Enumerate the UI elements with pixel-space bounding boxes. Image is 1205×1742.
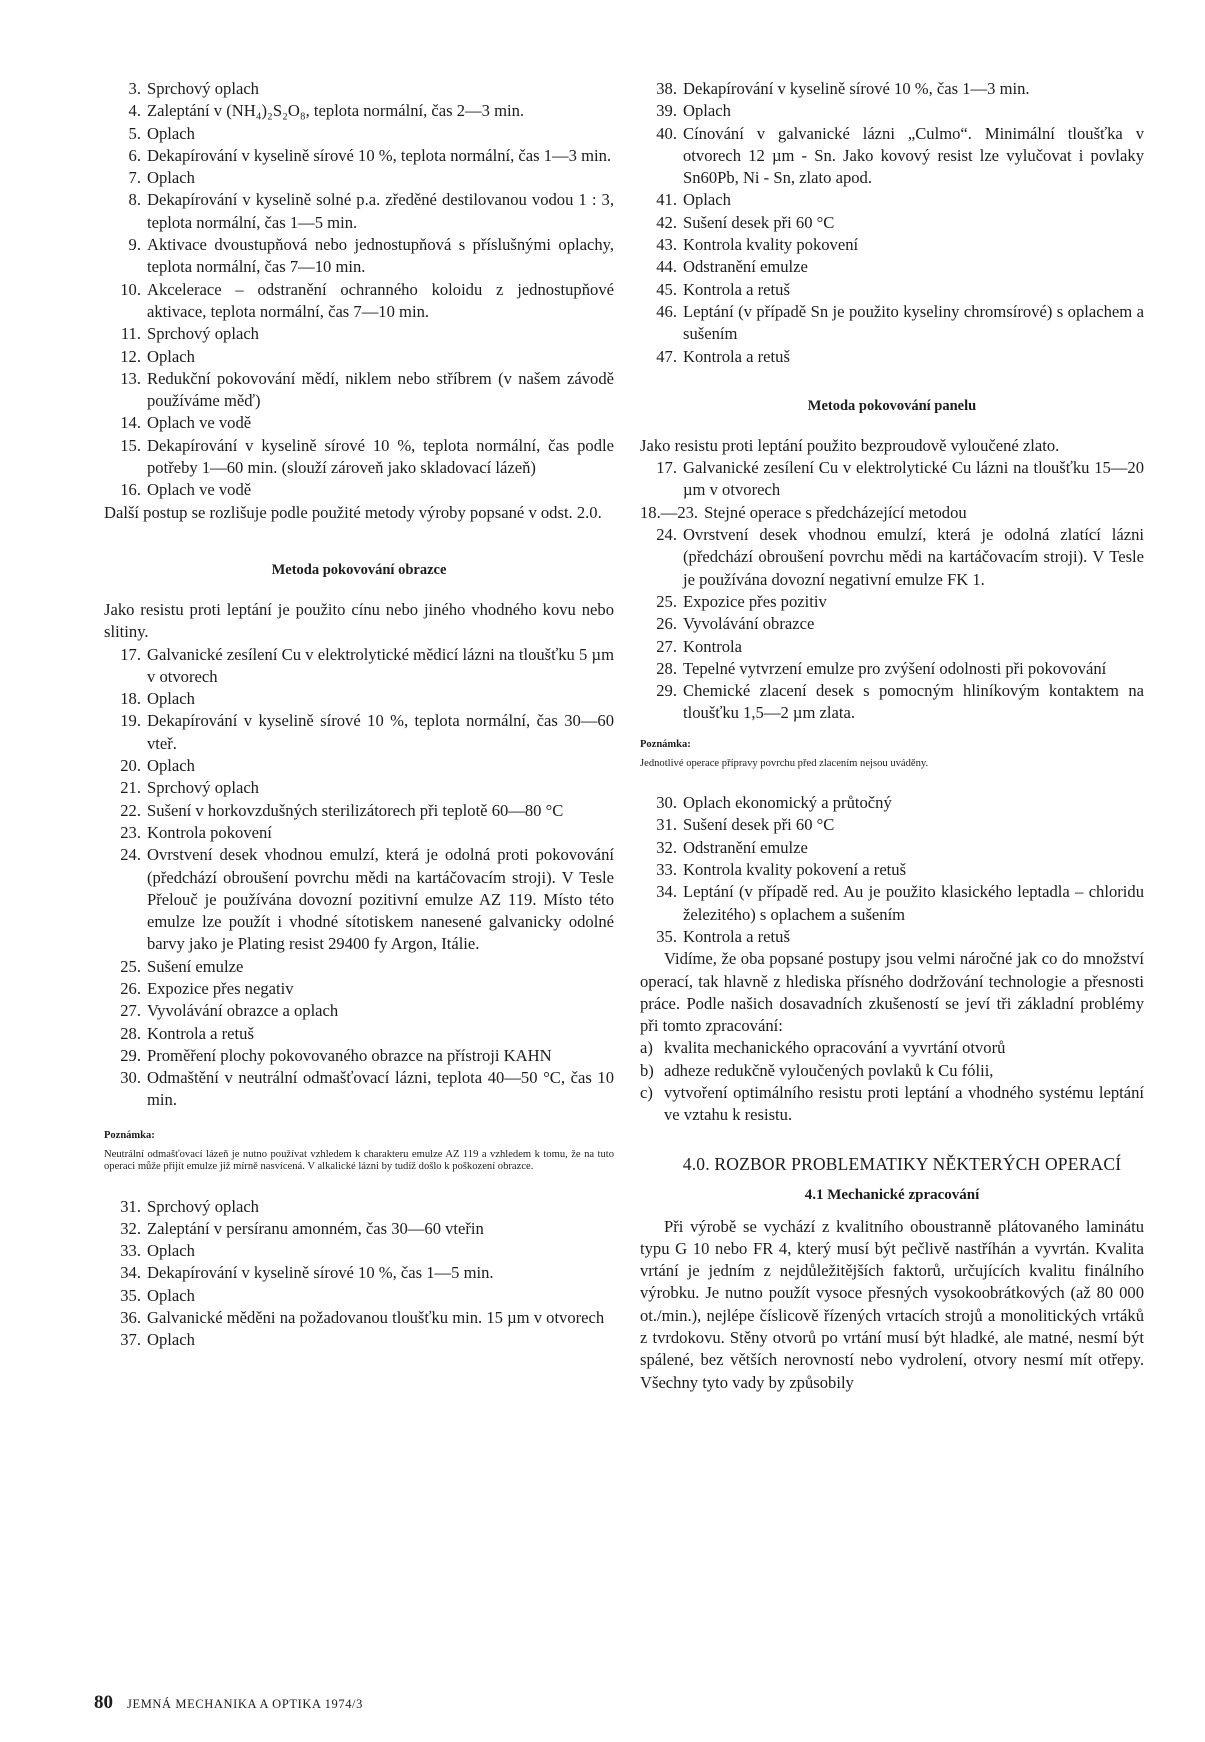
right-list-2: [640, 457, 1144, 725]
list-item-number: 12.: [120, 346, 141, 366]
list-item-text: Sušení v horkovzdušných sterilizátorech při teplotě 60—80 °C: [147, 800, 564, 820]
list-item-number: 26.: [656, 614, 677, 634]
list-item-number: 18.: [120, 689, 141, 709]
list-item: [640, 859, 1144, 881]
paragraph: Další postup se rozlišuje podle použité metody výroby popsané v odst. 2.0.: [104, 502, 602, 522]
left-list-3: [104, 1196, 614, 1352]
list-item: [104, 1240, 614, 1262]
list-item-text: Dekapírování v kyselině solné p.a. zředěné destilovanou vodou 1 : 3, teplota normální, čas 1—5 min.: [147, 190, 614, 232]
list-item-number: 19.: [120, 711, 141, 731]
list-item-text: Leptání (v případě Sn je použito kyseliny chromsírové) s oplachem a sušením: [683, 301, 1144, 344]
list-item-text: Chemické zlacení desek s pomocným hliníkovým kontaktem na tloušťku 1,5—2 µm zlata.: [683, 681, 1144, 723]
list-item-text: Expozice přes pozitiv: [683, 591, 827, 611]
list-item-text: Sprchový oplach: [147, 79, 259, 98]
list-item-number: 42.: [656, 212, 677, 232]
list-item: [640, 78, 1144, 100]
list-item-text: Akcelerace – odstranění ochranného koloidu z jednostupňové aktivace, teplota normální, čas 7—10 min.: [147, 279, 614, 321]
list-item-text: Vyvolávání obrazce a oplach: [147, 1001, 339, 1021]
list-item: [104, 346, 614, 368]
list-item-number: 23.: [120, 822, 141, 842]
list-item-text: Sprchový oplach: [147, 778, 259, 798]
list-item-number: 3.: [128, 79, 141, 98]
list-item: [640, 792, 1144, 814]
chapter-heading: 4.0. ROZBOR PROBLEMATIKY NĚKTERÝCH OPERACÍ: [682, 1153, 1122, 1174]
list-item-text: Redukční pokovování mědí, niklem nebo stříbrem (v našem závodě používáme měď): [147, 368, 614, 411]
list-item-text: Oplach ekonomický a průtočný: [683, 793, 892, 813]
list-item-number: 36.: [120, 1308, 141, 1328]
lettered-item-label: b): [640, 1060, 654, 1080]
list-item-number: 39.: [656, 101, 677, 121]
list-item-number: 33.: [656, 860, 677, 880]
list-item-number: 30.: [656, 793, 677, 813]
list-item: [104, 1329, 614, 1351]
list-item-number: 22.: [120, 800, 141, 820]
section-heading: Metoda pokovování obrazce: [271, 561, 447, 578]
list-item-text: Odmaštění v neutrální odmašťovací lázni, teplota 40—50 °C, čas 10 min.: [147, 1068, 614, 1110]
paragraph: Vidíme, že oba popsané postupy jsou velmi náročné jak co do množství operací, tak hlavně z hlediska přísného dodržování technologie a přesnosti práce. Podle našich dosavadních zkušeností se jeví tři základní problémy při tomto zpracování:: [640, 949, 1144, 1036]
list-item-text: Oplach: [147, 689, 195, 709]
list-item-text: Dekapírování v kyselině sírové 10 %, teplota normální, čas podle potřeby 1—60 min. (slouží zároveň jako skladovací lázeň): [147, 435, 614, 478]
list-item: [104, 1285, 614, 1307]
list-item-number: 18.—23.: [640, 502, 699, 522]
list-item-text: Odstranění emulze: [683, 257, 808, 277]
list-item-number: 15.: [120, 435, 141, 455]
list-item-number: 44.: [656, 257, 677, 277]
list-item: [640, 234, 1144, 256]
list-item-number: 14.: [120, 413, 141, 433]
note-heading: Poznámka:: [104, 1129, 155, 1141]
list-item: [640, 814, 1144, 836]
list-item: [640, 346, 1144, 368]
list-item-number: 37.: [120, 1330, 141, 1350]
list-item-text: Sprchový oplach: [147, 1196, 259, 1216]
list-item-number: 31.: [656, 815, 677, 835]
list-item-text: Stejné operace s předcházející metodou: [704, 502, 967, 522]
list-item-text: Kontrola kvality pokovení: [683, 235, 859, 255]
abc-list: [640, 1037, 1144, 1126]
list-item-number: 26.: [120, 978, 141, 998]
list-item-number: 30.: [120, 1068, 141, 1088]
list-item: [640, 680, 1144, 725]
list-item: [104, 822, 614, 844]
left-column: [104, 78, 614, 1352]
list-item: [640, 613, 1144, 635]
list-item-number: 20.: [120, 756, 141, 776]
note-heading: Poznámka:: [640, 738, 691, 750]
list-item-text: Dekapírování v kyselině sírové 10 %, teplota normální, čas 30—60 vteř.: [147, 711, 614, 753]
list-item: [640, 524, 1144, 591]
list-item: [104, 1067, 614, 1112]
list-item-number: 27.: [120, 1001, 141, 1021]
left-list-1: [104, 78, 614, 502]
subsection-heading: 4.1 Mechanické zpracování: [804, 1186, 980, 1203]
section-heading: Metoda pokovování panelu: [807, 397, 977, 414]
list-item-text: Kontrola kvality pokovení a retuš: [683, 860, 907, 880]
lettered-item-label: c): [640, 1082, 653, 1102]
list-item-text: Sušení emulze: [147, 956, 244, 976]
list-item-text: Ovrstvení desek vhodnou emulzí, která je odolná proti pokovování (předchází obroušení povrchu mědi na kartáčovacím stroji). V Tesle Přelouč je používána dovozní pozitivní emulze AZ 119. Místo této emulze lze použít i vhodné sítotiskem nanesené galvanicky odolné barvy jako je Plating resist 29400 fy Argon, Itálie.: [147, 845, 614, 954]
list-item: [104, 1045, 614, 1067]
lettered-item: [640, 1060, 1144, 1082]
list-item-text: Oplach: [147, 1241, 195, 1261]
list-item-number: 27.: [656, 636, 677, 656]
list-item-number: 17.: [120, 644, 141, 664]
list-item-text: Oplach ve vodě: [147, 413, 252, 433]
list-item: [104, 412, 614, 434]
list-item-number: 24.: [656, 525, 677, 545]
list-item-number: 8.: [128, 190, 141, 210]
list-item: [104, 710, 614, 755]
lettered-item-text: adheze redukčně vyloučených povlaků k Cu fólii,: [664, 1060, 994, 1080]
page-number: 80: [94, 1692, 113, 1713]
list-item-number: 40.: [656, 123, 677, 143]
list-item: [104, 978, 614, 1000]
list-item-text: Oplach: [147, 123, 195, 143]
list-item-text: Vyvolávání obrazce: [683, 614, 815, 634]
list-item: [640, 100, 1144, 122]
list-item: [104, 323, 614, 345]
list-item-number: 4.: [128, 101, 141, 121]
list-item-text: Kontrola a retuš: [683, 346, 790, 366]
journal-title: JEMNÁ MECHANIKA A OPTIKA 1974/3: [127, 1697, 363, 1711]
list-item-number: 35.: [656, 926, 677, 946]
list-item: [640, 591, 1144, 613]
list-item-number: 13.: [120, 368, 141, 388]
list-item-number: 29.: [656, 681, 677, 701]
note-text: Jednotlivé operace přípravy povrchu před zlacením nejsou uváděny.: [640, 757, 929, 769]
list-item: [640, 212, 1144, 234]
list-item: [104, 777, 614, 799]
list-item-number: 33.: [120, 1241, 141, 1261]
list-item-text: Ovrstvení desek vhodnou emulzí, která je odolná zlatící lázni (předchází obroušení povrchu mědi na kartáčovacím stroji). V Tesle je používána dovozní negativní emulze FK 1.: [683, 525, 1144, 589]
list-item-number: 41.: [656, 190, 677, 210]
list-item: [640, 636, 1144, 658]
list-item: [104, 755, 614, 777]
list-item: [104, 167, 614, 189]
right-column: [640, 78, 1144, 1394]
lettered-item-text: vytvoření optimálního resistu proti leptání a vhodného systému leptání ve vztahu k resistu.: [664, 1082, 1144, 1125]
lettered-item-label: a): [640, 1038, 653, 1058]
list-item-number: 35.: [120, 1285, 141, 1305]
list-item: [640, 457, 1144, 502]
list-item-number: 5.: [128, 123, 141, 143]
list-item-number: 24.: [120, 845, 141, 865]
list-item-number: 43.: [656, 235, 677, 255]
list-item-number: 32.: [656, 837, 677, 857]
list-item: [640, 279, 1144, 301]
list-item-text: Oplach: [147, 1330, 195, 1350]
list-item: [640, 502, 1144, 524]
paragraph: Jako resistu proti leptání použito bezproudově vyloučené zlato.: [640, 435, 1060, 455]
list-item-number: 25.: [656, 591, 677, 611]
list-item: [104, 688, 614, 710]
list-item: [104, 1000, 614, 1022]
list-item-text: Galvanické měděni na požadovanou tloušťku min. 15 µm v otvorech: [147, 1308, 605, 1328]
list-item: [104, 479, 614, 501]
list-item: [104, 956, 614, 978]
list-item-text: Galvanické zesílení Cu v elektrolytické mědicí lázni na tloušťku 5 µm v otvorech: [147, 644, 614, 686]
list-item-text: Sušení desek při 60 °C: [683, 212, 835, 232]
list-item-number: 34.: [656, 882, 677, 902]
list-item-number: 47.: [656, 346, 677, 366]
right-list-1: [640, 78, 1144, 368]
list-item-number: 38.: [656, 79, 677, 98]
list-item-text: Kontrola: [683, 636, 742, 656]
list-item: [640, 123, 1144, 190]
list-item-number: 46.: [656, 301, 677, 321]
list-item-number: 11.: [120, 324, 141, 344]
right-list-3: [640, 792, 1144, 948]
list-item-text: Zaleptání v (NH₄)₂S₂O₈, teplota normální, čas 2—3 min.: [147, 101, 525, 121]
list-item-text: Oplach ve vodě: [147, 480, 252, 500]
list-item-text: Kontrola pokovení: [147, 822, 272, 842]
list-item-number: 28.: [656, 658, 677, 678]
list-item-number: 6.: [128, 145, 141, 165]
list-item: [104, 189, 614, 234]
list-item: [640, 658, 1144, 680]
list-item-number: 7.: [128, 168, 141, 188]
note-text: Neutrální odmašťovací lázeň je nutno používat vzhledem k charakteru emulze AZ 119 a vzhledem k tomu, že na tuto operaci může přijít emulze již mírně nasvícená. V alkalické lázni by tudíž došlo k poškození obrazce.: [104, 1148, 614, 1173]
list-item-number: 31.: [120, 1196, 141, 1216]
lettered-item: [640, 1037, 1144, 1059]
list-item: [104, 644, 614, 689]
list-item: [104, 1218, 614, 1240]
list-item: [104, 1023, 614, 1045]
list-item-number: 9.: [128, 235, 141, 255]
list-item: [104, 368, 614, 413]
list-item: [104, 123, 614, 145]
list-item-number: 16.: [120, 480, 141, 500]
list-item-number: 29.: [120, 1045, 141, 1065]
list-item: [104, 800, 614, 822]
list-item-number: 17.: [656, 458, 677, 478]
list-item: [104, 435, 614, 480]
list-item: [640, 881, 1144, 926]
list-item: [104, 1262, 614, 1284]
list-item: [104, 145, 614, 167]
list-item: [104, 78, 614, 100]
list-item-text: Kontrola a retuš: [147, 1023, 254, 1043]
list-item-number: 45.: [656, 279, 677, 299]
list-item-text: Oplach: [683, 101, 731, 121]
list-item-number: 25.: [120, 956, 141, 976]
list-item-text: Kontrola a retuš: [683, 926, 790, 946]
list-item-text: Sušení desek při 60 °C: [683, 815, 835, 835]
list-item-text: Dekapírování v kyselině sírové 10 %, čas 1—5 min.: [147, 1263, 494, 1283]
list-item: [640, 189, 1144, 211]
list-item: [104, 100, 614, 122]
list-item-text: Aktivace dvoustupňová nebo jednostupňová s příslušnými oplachy, teplota normální, čas 7—10 min.: [147, 235, 614, 277]
list-item: [640, 256, 1144, 278]
list-item-text: Galvanické zesílení Cu v elektrolytické Cu lázni na tloušťku 15—20 µm v otvorech: [683, 458, 1144, 500]
list-item-text: Kontrola a retuš: [683, 279, 790, 299]
list-item-number: 21.: [120, 778, 141, 798]
list-item-text: Tepelné vytvrzení emulze pro zvýšení odolnosti při pokovování: [683, 658, 1107, 678]
list-item-text: Sprchový oplach: [147, 324, 259, 344]
list-item: [104, 1307, 614, 1329]
paragraph: Při výrobě se vychází z kvalitního oboustranně plátovaného laminátu typu G 10 nebo FR 4, který musí být pečlivě nastříhán a vyvrtán. Kvalita vrtání je jedním z nejdůležitějších faktorů, určujících kvalitu finálního výrobku. Je nutno použít vysoce přesných vysokoobrátkových (až 80 000 ot./min.), nejlépe číslicově řízených vrtacích strojů a monolitických vrtáků z tvrdokovu. Stěny otvorů po vrtání musí být hladké, ale matné, nesmí být spálené, bez větších nerovností nebo vydrolení, otvory nesmí mít otřepy. Všechny tyto vady by způsobily: [640, 1216, 1144, 1392]
list-item: [104, 279, 614, 324]
list-item: [640, 926, 1144, 948]
list-item-text: Oplach: [147, 346, 195, 366]
list-item-text: Oplach: [147, 168, 195, 188]
list-item-text: Zaleptání v persíranu amonném, čas 30—60 vteřin: [147, 1218, 484, 1238]
list-item: [640, 837, 1144, 859]
list-item-text: Oplach: [147, 1285, 195, 1305]
paragraph: Jako resistu proti leptání je použito cínu nebo jiného vhodného kovu nebo slitiny.: [104, 599, 614, 642]
list-item-text: Proměření plochy pokovovaného obrazce na přístroji KAHN: [147, 1045, 552, 1065]
left-list-2: [104, 644, 614, 1112]
list-item: [104, 1196, 614, 1218]
lettered-item-text: kvalita mechanického opracování a vyvrtání otvorů: [664, 1038, 1006, 1058]
list-item-text: Oplach: [147, 756, 195, 776]
list-item-number: 28.: [120, 1023, 141, 1043]
list-item-text: Dekapírování v kyselině sírové 10 %, teplota normální, čas 1—3 min.: [147, 145, 612, 165]
list-item-number: 34.: [120, 1263, 141, 1283]
lettered-item: [640, 1082, 1144, 1127]
list-item-text: Cínování v galvanické lázni „Culmo“. Minimální tloušťka v otvorech 12 µm - Sn. Jako kovový resist lze vylučovat i povlaky Sn60Pb, Ni - Sn, zlato apod.: [683, 123, 1144, 188]
page-footer: [94, 1692, 363, 1714]
list-item-text: Oplach: [683, 190, 731, 210]
list-item-text: Leptání (v případě red. Au je použito klasického leptadla – chloridu železitého) s oplachem a sušením: [683, 882, 1144, 924]
list-item-number: 32.: [120, 1218, 141, 1238]
list-item: [104, 844, 614, 955]
list-item-text: Expozice přes negativ: [147, 978, 294, 998]
list-item: [104, 234, 614, 279]
list-item-text: Dekapírování v kyselině sírové 10 %, čas 1—3 min.: [683, 79, 1030, 98]
list-item-number: 10.: [120, 279, 141, 299]
list-item-text: Odstranění emulze: [683, 837, 808, 857]
list-item: [640, 301, 1144, 346]
